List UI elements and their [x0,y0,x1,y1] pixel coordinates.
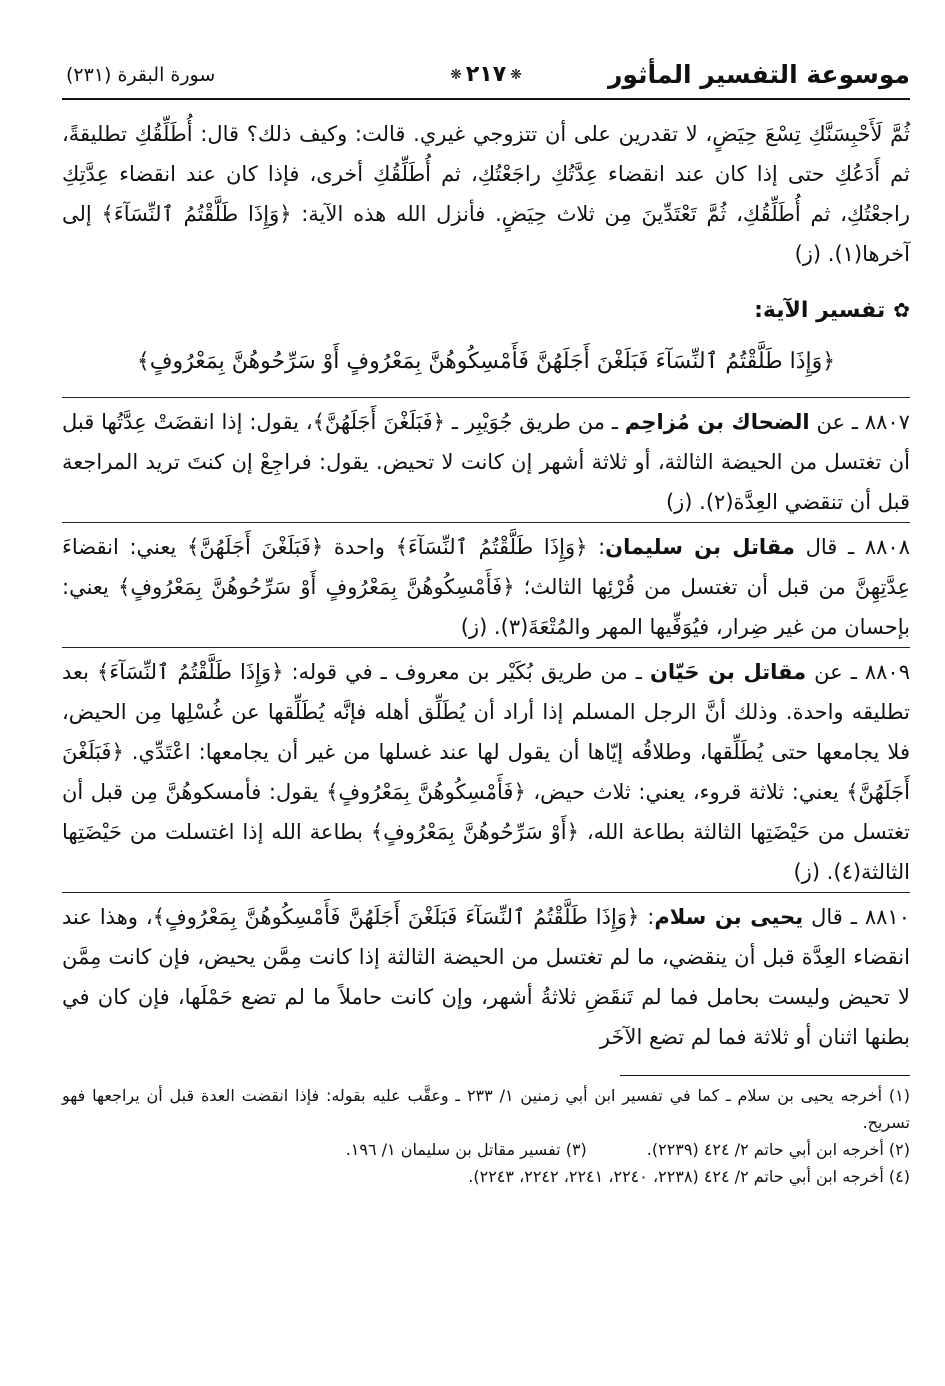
entry-text: ـ من طريق بُكَيْر بن معروف ـ في قوله: ﴿وَإِذَا طَلَّقْتُمُ ٱلنِّسَآءَ﴾ بعد تطليقه واحدة. وذلك أنَّ الرجل المسلم إذا أراد أن يُطَلِّق أهله فإنَّه يُطَلِّقها عن غُسْلِها مِن الحيض، فلا يجامعها حتى يُطَلِّقها، وطلاقُه إيّاها أن يقول لها عند غسلها من غير أن يجامعها: اعْتَدِّي. ﴿فَبَلَغْنَ أَجَلَهُنَّ﴾ يعني: ثلاثة قروء، يعني: ثلاث حيض، ﴿فَأَمْسِكُوهُنَّ بِمَعْرُوفٍ﴾ يقول: فأمسكوهُنَّ مِن قبل أن تغتسل من حَيْضَتِها الثالثة بطاعة الله، ﴿أَوْ سَرِّحُوهُنَّ بِمَعْرُوفٍ﴾ بطاعة الله إذا اغتسلت من حَيْضَتِها الثالثة(٤). (ز) [62,660,910,884]
footnotes [62,1082,910,1190]
footnote-row [62,1136,910,1163]
entry-text: ـ من طريق جُوَيْبِر ـ ﴿فَبَلَغْنَ أَجَلَهُنَّ﴾، يقول: إذا انقضَتْ عِدَّتُها قبل أن تغتسل من الحيضة الثالثة، أو ثلاثة أشهر إن كانت لا تحيض. يقول: فراجِعْ إن كنتَ تريد المراجعة قبل أن تنقضي العِدَّة(٢). (ز) [62,410,910,514]
footnote-1: (١) أخرجه يحيى بن سلام ـ كما في تفسير ابن أبي زمنين ١/ ٢٣٣ ـ وعقَّب عليه بقوله: فإذا انقضت العدة قبل أن يراجعها فهو تسريح. [62,1086,910,1132]
entry-lead: ـ عن [814,660,857,684]
narration-entry [62,522,910,647]
entry-number: ٨٨١٠ [864,905,910,929]
ornament-icon: ❋ [450,67,462,83]
entry-lead: ـ قال [811,905,857,929]
section-heading-text: تفسير الآية: [754,298,886,323]
intro-paragraph: ثُمَّ لَأَحْبِسَنَّكِ تِسْعَ حِيَضٍ، لا تقدرين على أن تتزوجي غيري. قالت: وكيف ذلك؟ قال: أُطَلِّقُكِ تطليقةً، ثم أَدَعُكِ حتى إذا كان عند انقضاء عِدَّتُكِ راجَعْتُكِ، ثم أُطَلِّقُكِ أخرى، فإذا كان عند انقضاء عِدَّتِكِ راجعْتُكِ، ثم أُطَلِّقُكِ، ثُمَّ تَعْتَدِّينَ مِن ثلاث حِيَضٍ. فأنزل الله هذه الآية: ﴿وَإِذَا طَلَّقْتُمُ ٱلنِّسَآءَ﴾ إلى آخرها(١). (ز) [62,122,910,266]
entry-lead: ـ قال [805,535,855,559]
page-number: ٢١٧ [465,62,507,87]
narration-entry [62,397,910,522]
book-title: موسوعة التفسير المأثور [608,60,910,89]
entry-lead: ـ عن [816,410,858,434]
book-page [62,58,910,1190]
entry-number: ٨٨٠٨ [864,535,910,559]
entry-text: : ﴿وَإِذَا طَلَّقْتُمُ ٱلنِّسَآءَ فَبَلَغْنَ أَجَلَهُنَّ فَأَمْسِكُوهُنَّ بِمَعْرُوفٍ﴾، وهذا عند انقضاء العِدَّة قبل أن ينقضي، ما لم تغتسل من الحيضة الثالثة إذا كانت مِمَّن يحيض، فإن كانت مِمَّن لا تحيض وليست بحامل فما لم تَنقَضِ ثلاثةُ أشهر، وإن كانت حاملاً ما لم تضع حَمْلَها، فإن كان في بطنها اثنان أو ثلاثة فما لم تضع الآخَر [62,905,910,1049]
entry-source: الضحاك بن مُزاحِم [624,410,810,434]
footnote-3: (٣) تفسير مقاتل بن سليمان ١/ ١٩٦. [345,1140,587,1159]
entry-source: يحيى بن سلام [654,905,804,929]
entry-number: ٨٨٠٧ [864,410,910,434]
running-header [62,58,910,100]
entry-source: مقاتل بن حَيّان [649,660,807,684]
entry-source: مقاتل بن سليمان [605,535,795,559]
section-heading [62,290,910,331]
footnote-2: (٢) أخرجه ابن أبي حاتم ٢/ ٤٢٤ (٢٢٣٩). [646,1140,910,1159]
entry-number: ٨٨٠٩ [864,660,910,684]
flower-bullet-icon: ✿ [893,298,910,322]
quran-verse: ﴿وَإِذَا طَلَّقْتُمُ ٱلنِّسَآءَ فَبَلَغْنَ أَجَلَهُنَّ فَأَمْسِكُوهُنَّ بِمَعْرُوفٍ أَوْ سَرِّحُوهُنَّ بِمَعْرُوفٍ﴾ [136,349,836,374]
narration-entry [62,647,910,892]
surah-label: سورة البقرة (٢٣١) [66,64,216,86]
entry-text: : ﴿وَإِذَا طَلَّقْتُمُ ٱلنِّسَآءَ﴾ واحدة ﴿فَبَلَغْنَ أَجَلَهُنَّ﴾ يعني: انقضاءَ عِدَّتِهِنَّ من قبل أن تغتسل من قُرْئِها الثالث؛ ﴿فَأَمْسِكُوهُنَّ بِمَعْرُوفٍ أَوْ سَرِّحُوهُنَّ بِمَعْرُوفٍ﴾ يعني: بإحسان من غير ضِرار، فيُوَفِّيها المهر والمُتْعَةَ(٣). (ز) [62,535,910,639]
page-number-block [446,62,526,87]
ornament-icon: ❋ [510,67,522,83]
footnote-4: (٤) أخرجه ابن أبي حاتم ٢/ ٤٢٤ (٢٢٣٨، ٢٢٤٠، ٢٢٤١، ٢٢٤٢، ٢٢٤٣). [468,1167,910,1186]
main-text [62,114,910,1057]
footnote-divider [620,1075,910,1076]
narration-entry [62,892,910,1057]
